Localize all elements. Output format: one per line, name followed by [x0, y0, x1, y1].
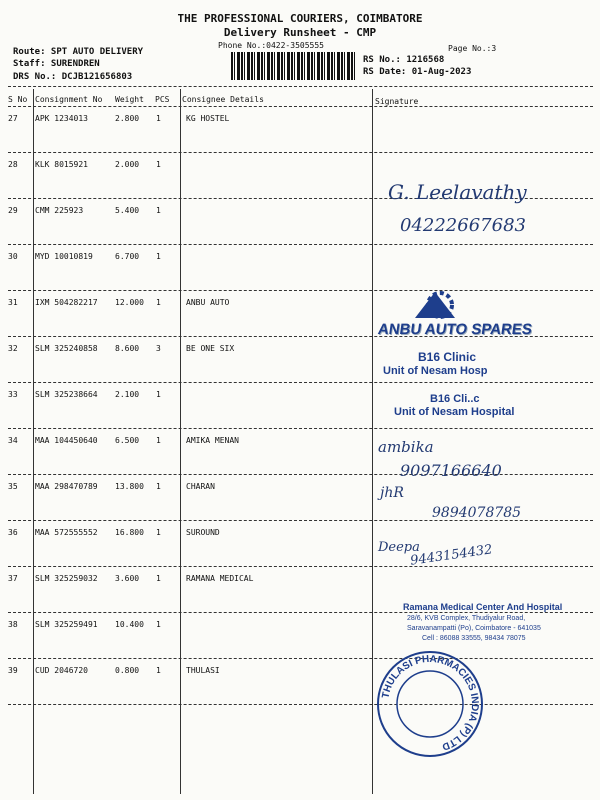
cell-weight: 2.000 [115, 160, 140, 169]
row-divider [8, 612, 593, 613]
row-divider [8, 244, 593, 245]
table-bottom-rule [8, 704, 593, 705]
cell-pcs: 1 [156, 666, 161, 675]
cell-pcs: 1 [156, 252, 161, 261]
cell-sno: 33 [8, 390, 18, 399]
cell-weight: 16.800 [115, 528, 144, 537]
cell-consignee: SUROUND [186, 528, 220, 537]
row-divider [8, 428, 593, 429]
cell-consignment: CUD 2046720 [35, 666, 88, 675]
cell-consignee: CHARAN [186, 482, 215, 491]
stamp-ramana-line3: Saravanampatti (Po), Coimbatore - 641035 [407, 625, 541, 632]
row-divider [8, 382, 593, 383]
col-consignment: Consignment No [35, 95, 103, 104]
route: Route: SPT AUTO DELIVERY [13, 47, 144, 57]
cell-sno: 34 [8, 436, 18, 445]
col-pcs: PCS [155, 95, 170, 104]
cell-pcs: 1 [156, 528, 161, 537]
thulasi-stamp-text: THULASI PHARMACIES INDIA (P) LTD [380, 653, 481, 753]
page-number: Page No.:3 [448, 44, 497, 53]
cell-consignment: MAA 572555552 [35, 528, 98, 537]
cell-weight: 6.700 [115, 252, 140, 261]
cell-weight: 5.400 [115, 206, 140, 215]
cell-consignment: SLM 325238664 [35, 390, 98, 399]
cell-consignment: MAA 104450640 [35, 436, 98, 445]
cell-sno: 39 [8, 666, 18, 675]
cell-pcs: 1 [156, 160, 161, 169]
cell-pcs: 1 [156, 114, 161, 123]
signature-35-name: jhR [380, 485, 404, 501]
cell-consignment: SLM 325259491 [35, 620, 98, 629]
cell-pcs: 3 [156, 344, 161, 353]
row-divider [8, 566, 593, 567]
barcode [231, 52, 355, 80]
cell-consignment: KLK 8015921 [35, 160, 88, 169]
cell-consignee: KG HOSTEL [186, 114, 230, 123]
table-top-rule [8, 86, 593, 87]
cell-consignment: MAA 298470789 [35, 482, 98, 491]
cell-consignee: BE ONE SIX [186, 344, 235, 353]
row-divider [8, 658, 593, 659]
cell-sno: 36 [8, 528, 18, 537]
gear-logo-icon [395, 290, 465, 320]
col-divider [33, 89, 34, 794]
cell-consignee: ANBU AUTO [186, 298, 230, 307]
cell-weight: 3.600 [115, 574, 140, 583]
cell-weight: 0.800 [115, 666, 140, 675]
cell-weight: 12.000 [115, 298, 144, 307]
rs-date: RS Date: 01-Aug-2023 [363, 67, 472, 77]
cell-sno: 31 [8, 298, 18, 307]
cell-consignee: AMIKA MENAN [186, 436, 239, 445]
stamp-b16-line2: Unit of Nesam Hosp [383, 365, 488, 377]
row-divider [8, 106, 593, 107]
signature-29-phone: 04222667683 [400, 215, 526, 236]
row-divider [8, 474, 593, 475]
cell-sno: 32 [8, 344, 18, 353]
col-consignee: Consignee Details [182, 95, 264, 104]
cell-consignment: IXM 504282217 [35, 298, 98, 307]
cell-sno: 29 [8, 206, 18, 215]
col-signature: Signature [375, 97, 419, 106]
stamp-b16b-line2: Unit of Nesam Hospital [394, 406, 515, 418]
stamp-ramana-line1: Ramana Medical Center And Hospital [403, 602, 563, 612]
signature-35-phone: 9894078785 [432, 505, 522, 521]
cell-pcs: 1 [156, 574, 161, 583]
stamp-ramana-line4: Cell : 86088 33555, 98434 78075 [422, 635, 526, 642]
cell-sno: 30 [8, 252, 18, 261]
signature-34-name: ambika [378, 438, 434, 456]
cell-consignment: MYD 10010819 [35, 252, 93, 261]
drs-number: DRS No.: DCJB121656803 [13, 72, 133, 82]
cell-consignment: CMM 225923 [35, 206, 84, 215]
signature-36-phone: 9443154432 [409, 542, 494, 569]
signature-34-phone: 9097166640 [400, 461, 502, 480]
stamp-ramana-line2: 28/6, KVB Complex, Thudiyalur Road, [407, 615, 526, 622]
cell-pcs: 1 [156, 620, 161, 629]
row-divider [8, 152, 593, 153]
runsheet-title: Delivery Runsheet - CMP [223, 26, 377, 39]
cell-pcs: 1 [156, 482, 161, 491]
cell-pcs: 1 [156, 390, 161, 399]
cell-pcs: 1 [156, 298, 161, 307]
company-name: THE PROFESSIONAL COURIERS, COIMBATORE [177, 12, 423, 25]
cell-pcs: 1 [156, 436, 161, 445]
cell-weight: 6.500 [115, 436, 140, 445]
phone-number: Phone No.:0422-3505555 [218, 41, 324, 50]
cell-pcs: 1 [156, 206, 161, 215]
rs-number: RS No.: 1216568 [363, 55, 445, 65]
cell-sno: 35 [8, 482, 18, 491]
stamp-anbu-auto: ANBU AUTO SPARES [376, 321, 534, 338]
col-sno: S No [8, 95, 28, 104]
signature-29-name: G. Leelavathy [388, 180, 527, 204]
cell-sno: 28 [8, 160, 18, 169]
staff: Staff: SURENDREN [13, 59, 100, 69]
stamp-b16-line1: B16 Clinic [418, 350, 477, 364]
cell-weight: 2.800 [115, 114, 140, 123]
cell-consignment: APK 1234013 [35, 114, 88, 123]
cell-consignment: SLM 325259032 [35, 574, 98, 583]
col-divider [180, 89, 181, 794]
thulasi-stamp-icon [376, 650, 484, 758]
cell-weight: 13.800 [115, 482, 144, 491]
row-divider [8, 290, 593, 291]
cell-sno: 27 [8, 114, 18, 123]
cell-consignment: SLM 325240858 [35, 344, 98, 353]
cell-sno: 38 [8, 620, 18, 629]
cell-weight: 2.100 [115, 390, 140, 399]
cell-sno: 37 [8, 574, 18, 583]
col-weight: Weight [115, 95, 144, 104]
cell-consignee: RAMANA MEDICAL [186, 574, 254, 583]
stamp-b16b-line1: B16 Cli..c [430, 393, 480, 405]
cell-weight: 10.400 [115, 620, 144, 629]
cell-consignee: THULASI [186, 666, 220, 675]
col-divider [372, 89, 373, 794]
cell-weight: 8.600 [115, 344, 140, 353]
signature-36-name: Deepa [378, 540, 420, 555]
